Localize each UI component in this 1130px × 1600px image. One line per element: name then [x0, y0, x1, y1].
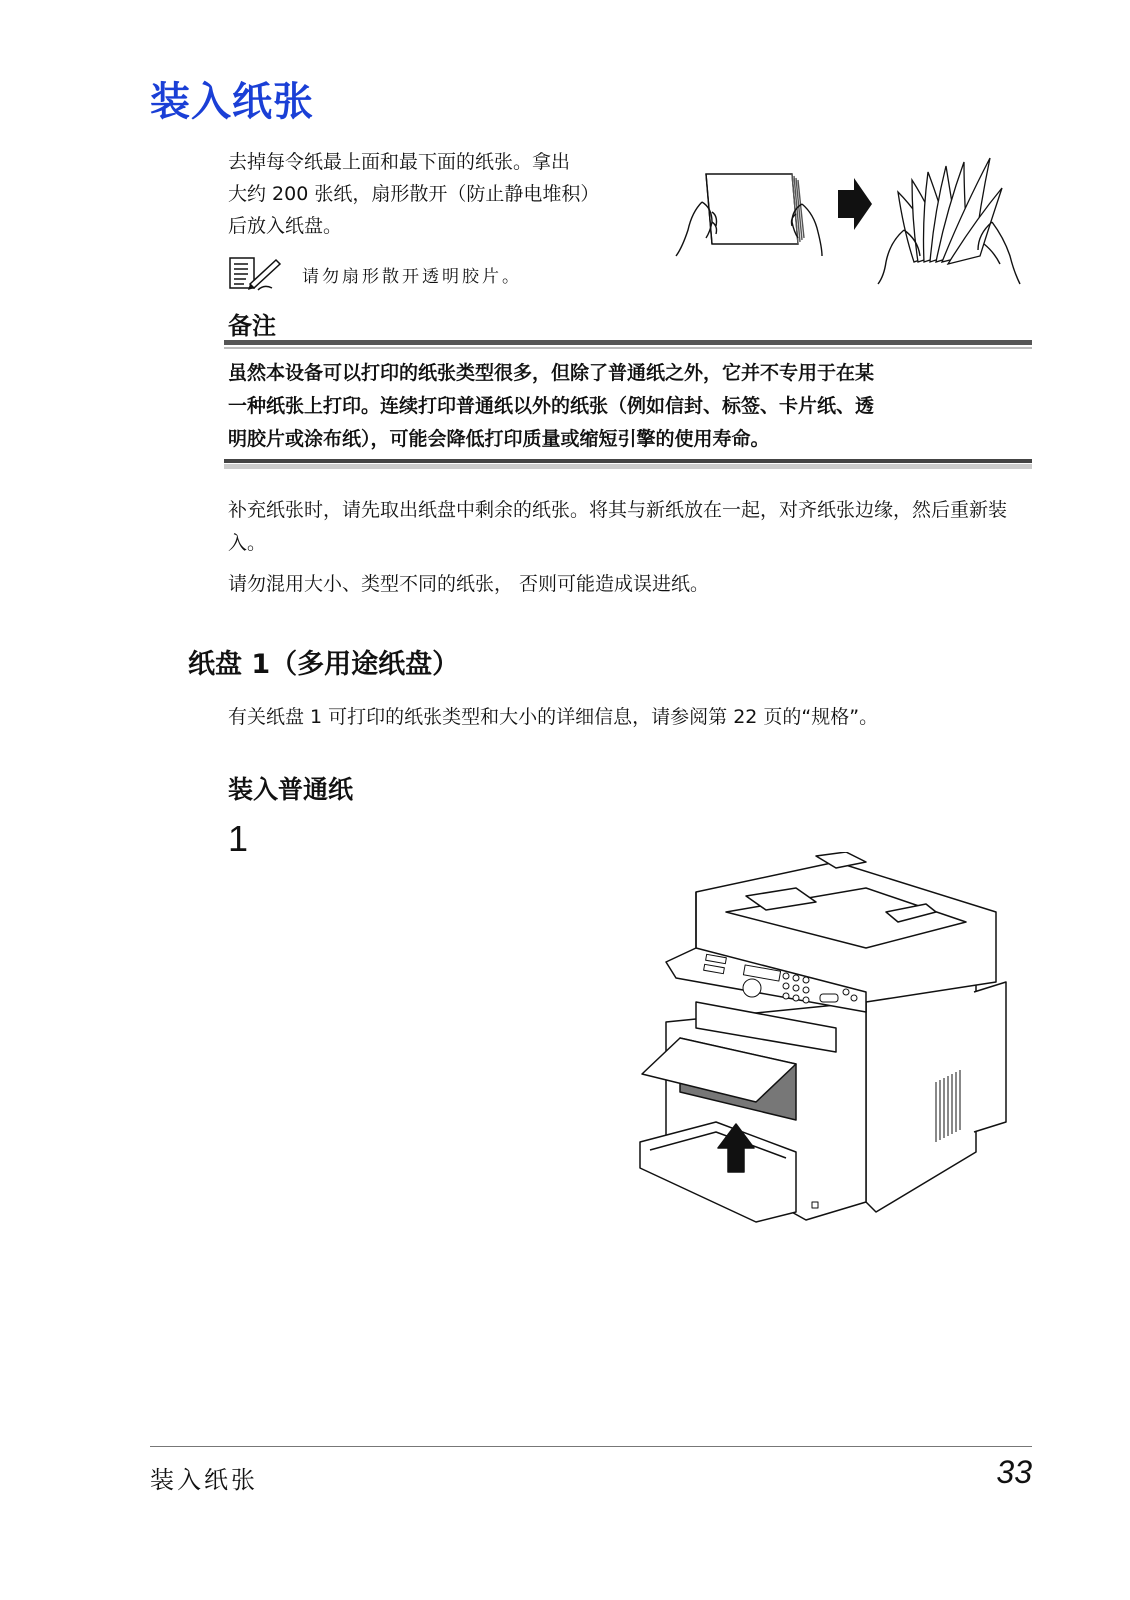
note-line: 明胶片或涂布纸），可能会降低打印质量或缩短引擎的使用寿命。 — [228, 428, 770, 450]
note-bottom-rule-shadow — [224, 464, 1032, 469]
section-heading: 纸盘 1（多用途纸盘） — [188, 649, 460, 680]
note-body — [228, 357, 1034, 456]
tip-text: 请勿扇形散开透明胶片。 — [302, 266, 522, 287]
note-top-rule-shadow — [224, 347, 1032, 349]
printer-tray1-open-illustration — [636, 852, 1008, 1230]
page-title: 装入纸张 — [150, 79, 314, 125]
page-number: 33 — [996, 1454, 1032, 1490]
body-text — [228, 494, 1034, 609]
intro-line: 后放入纸盘。 — [228, 215, 343, 237]
step-number: 1 — [228, 818, 249, 859]
intro-line: 大约 200 张纸，扇形散开（防止静电堆积） — [228, 183, 600, 205]
body-paragraph: 请勿混用大小、类型不同的纸张， 否则可能造成误进纸。 — [228, 573, 710, 595]
note-line: 虽然本设备可以打印的纸张类型很多，但除了普通纸之外，它并不专用于在某 — [228, 362, 875, 384]
intro-paragraph — [228, 146, 668, 242]
footer-chapter-title: 装入纸张 — [150, 1466, 258, 1494]
section-description: 有关纸盘 1 可打印的纸张类型和大小的详细信息，请参阅第 22 页的“规格”。 — [228, 706, 879, 728]
note-pencil-icon — [228, 254, 282, 294]
paper-fanning-illustration — [672, 152, 1034, 290]
body-paragraph: 补充纸张时，请先取出纸盘中剩余的纸张。将其与新纸放在一起，对齐纸张边缘，然后重新装入。 — [228, 499, 1008, 554]
note-line: 一种纸张上打印。连续打印普通纸以外的纸张（例如信封、标签、卡片纸、透 — [228, 395, 875, 417]
intro-line: 去掉每令纸最上面和最下面的纸张。拿出 — [228, 151, 571, 173]
note-top-rule — [224, 340, 1032, 345]
note-heading: 备注 — [228, 312, 276, 340]
note-bottom-rule — [224, 459, 1032, 463]
tip-note — [228, 254, 522, 294]
subsection-heading: 装入普通纸 — [228, 775, 354, 804]
footer-rule — [150, 1446, 1032, 1447]
